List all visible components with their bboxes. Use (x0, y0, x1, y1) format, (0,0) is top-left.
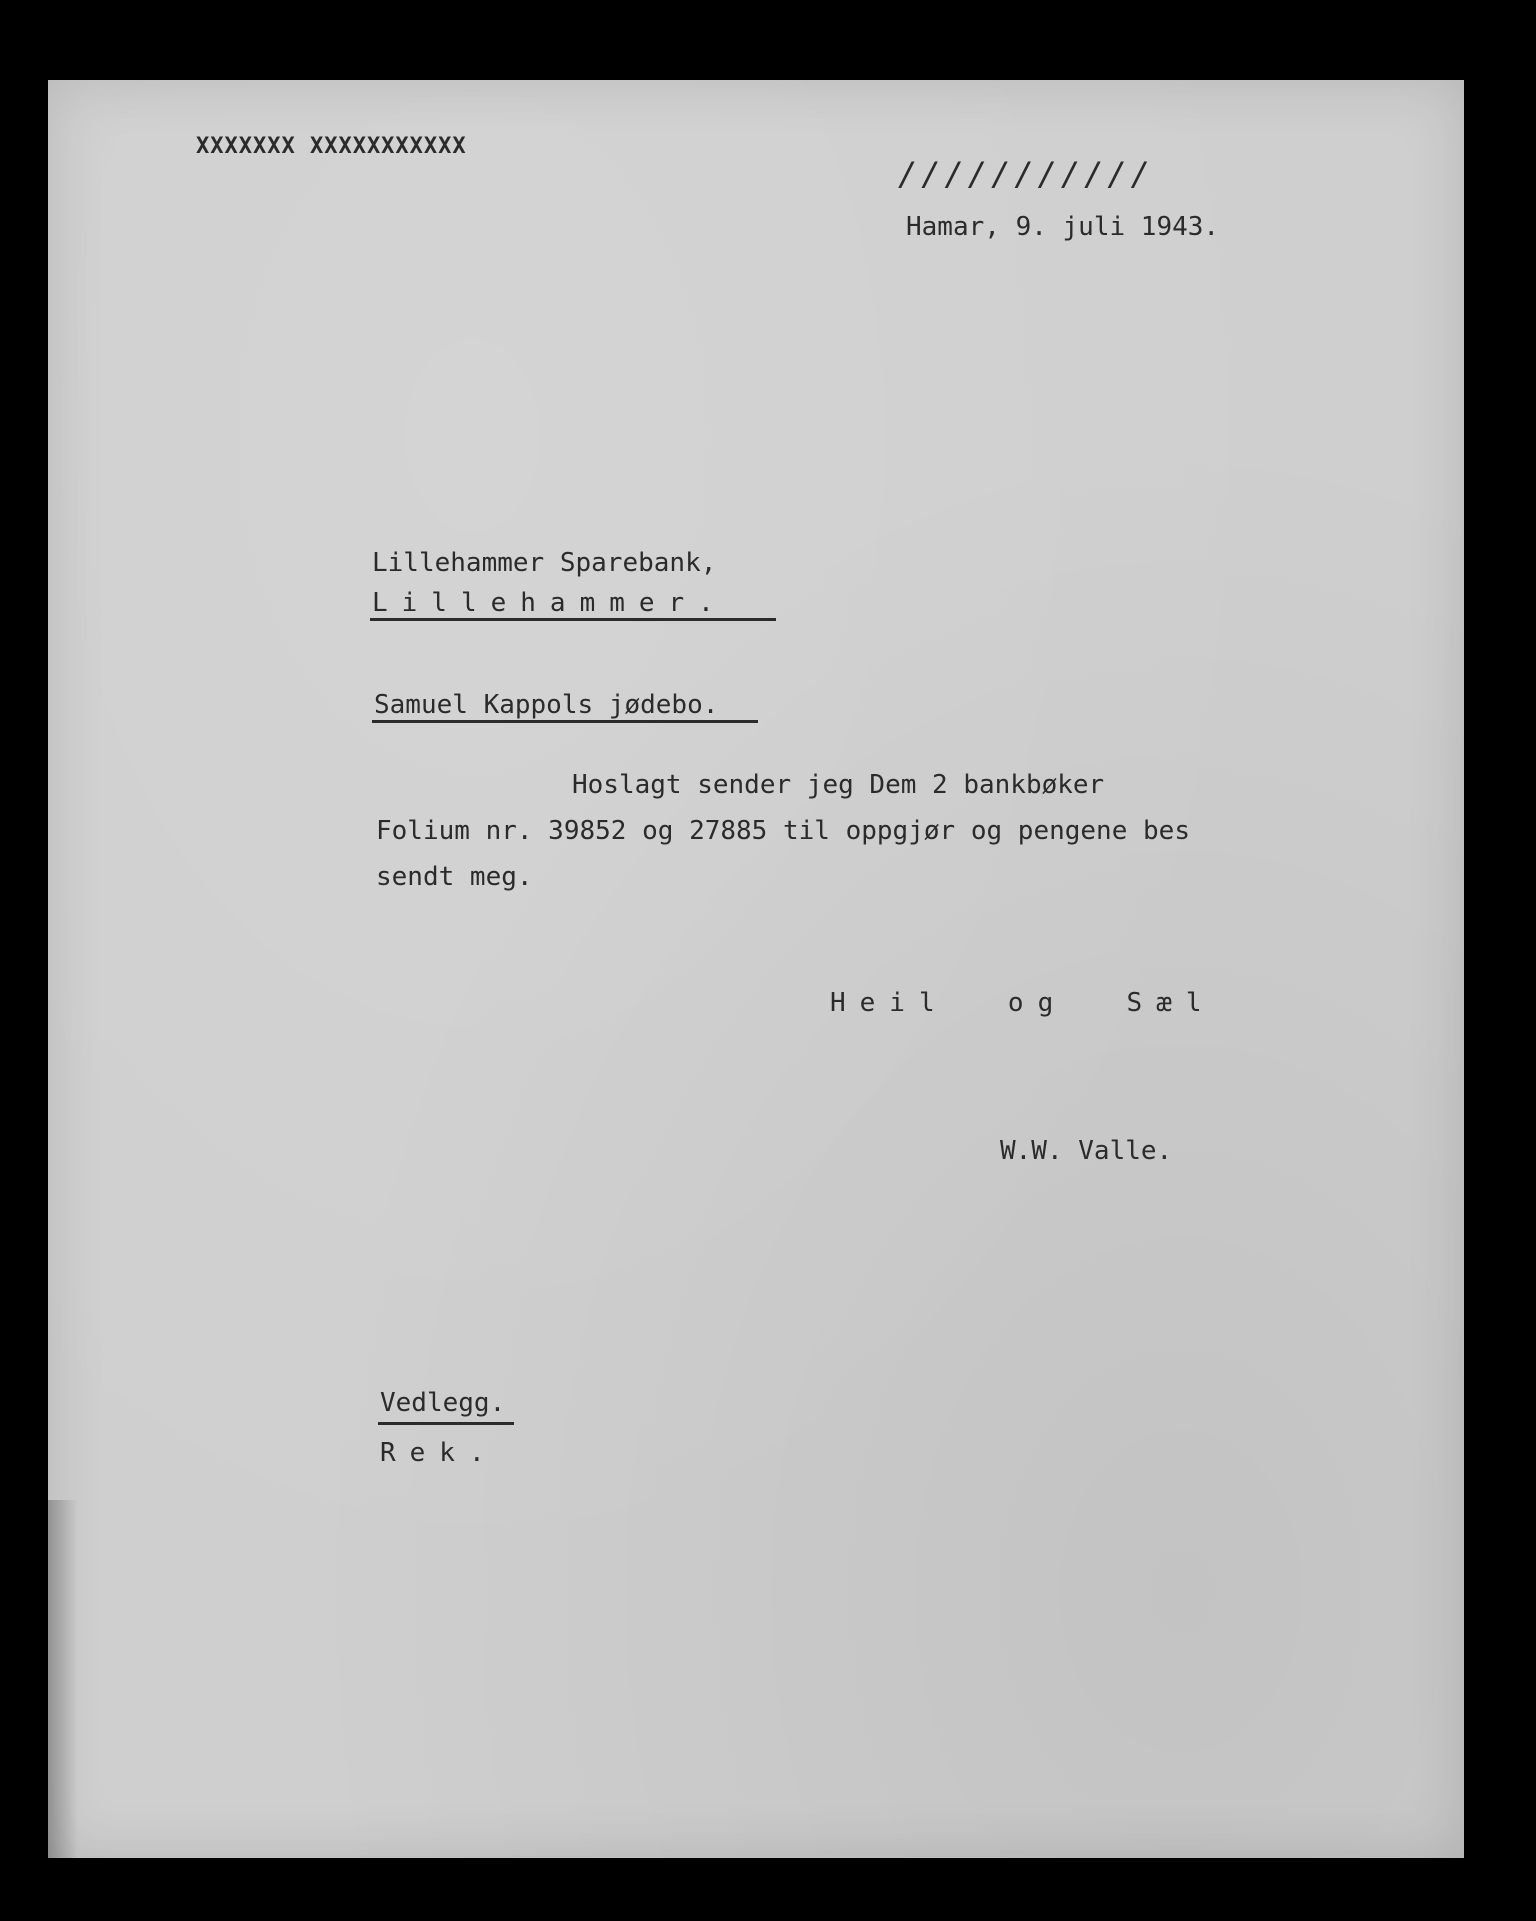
recipient-name: Lillehammer Sparebank, (372, 548, 717, 578)
registered-mail-label: Rek. (380, 1438, 499, 1468)
struck-out-header: XXXXXXX XXXXXXXXXXX (196, 134, 467, 159)
subject-line: Samuel Kappols jødebo. (374, 690, 719, 720)
enclosure-underline (378, 1422, 514, 1425)
body-line-3: sendt meg. (376, 862, 533, 892)
page-edge-shadow (48, 1500, 78, 1858)
body-line-1: Hoslagt sender jeg Dem 2 bankbøker (572, 770, 1105, 800)
letter-page (48, 80, 1464, 1858)
recipient-city: Lillehammer. (372, 588, 728, 618)
recipient-city-underline (370, 618, 776, 621)
reference-slashes: /////////// (898, 155, 1154, 193)
enclosure-label: Vedlegg. (380, 1388, 506, 1418)
closing-greeting: Heil og Sæl (830, 988, 1216, 1018)
signature: W.W. Valle. (1000, 1136, 1173, 1166)
body-line-2: Folium nr. 39852 og 27885 til oppgjør og pengene bes (376, 816, 1190, 846)
subject-underline (372, 720, 758, 723)
place-date: Hamar, 9. juli 1943. (906, 212, 1220, 242)
